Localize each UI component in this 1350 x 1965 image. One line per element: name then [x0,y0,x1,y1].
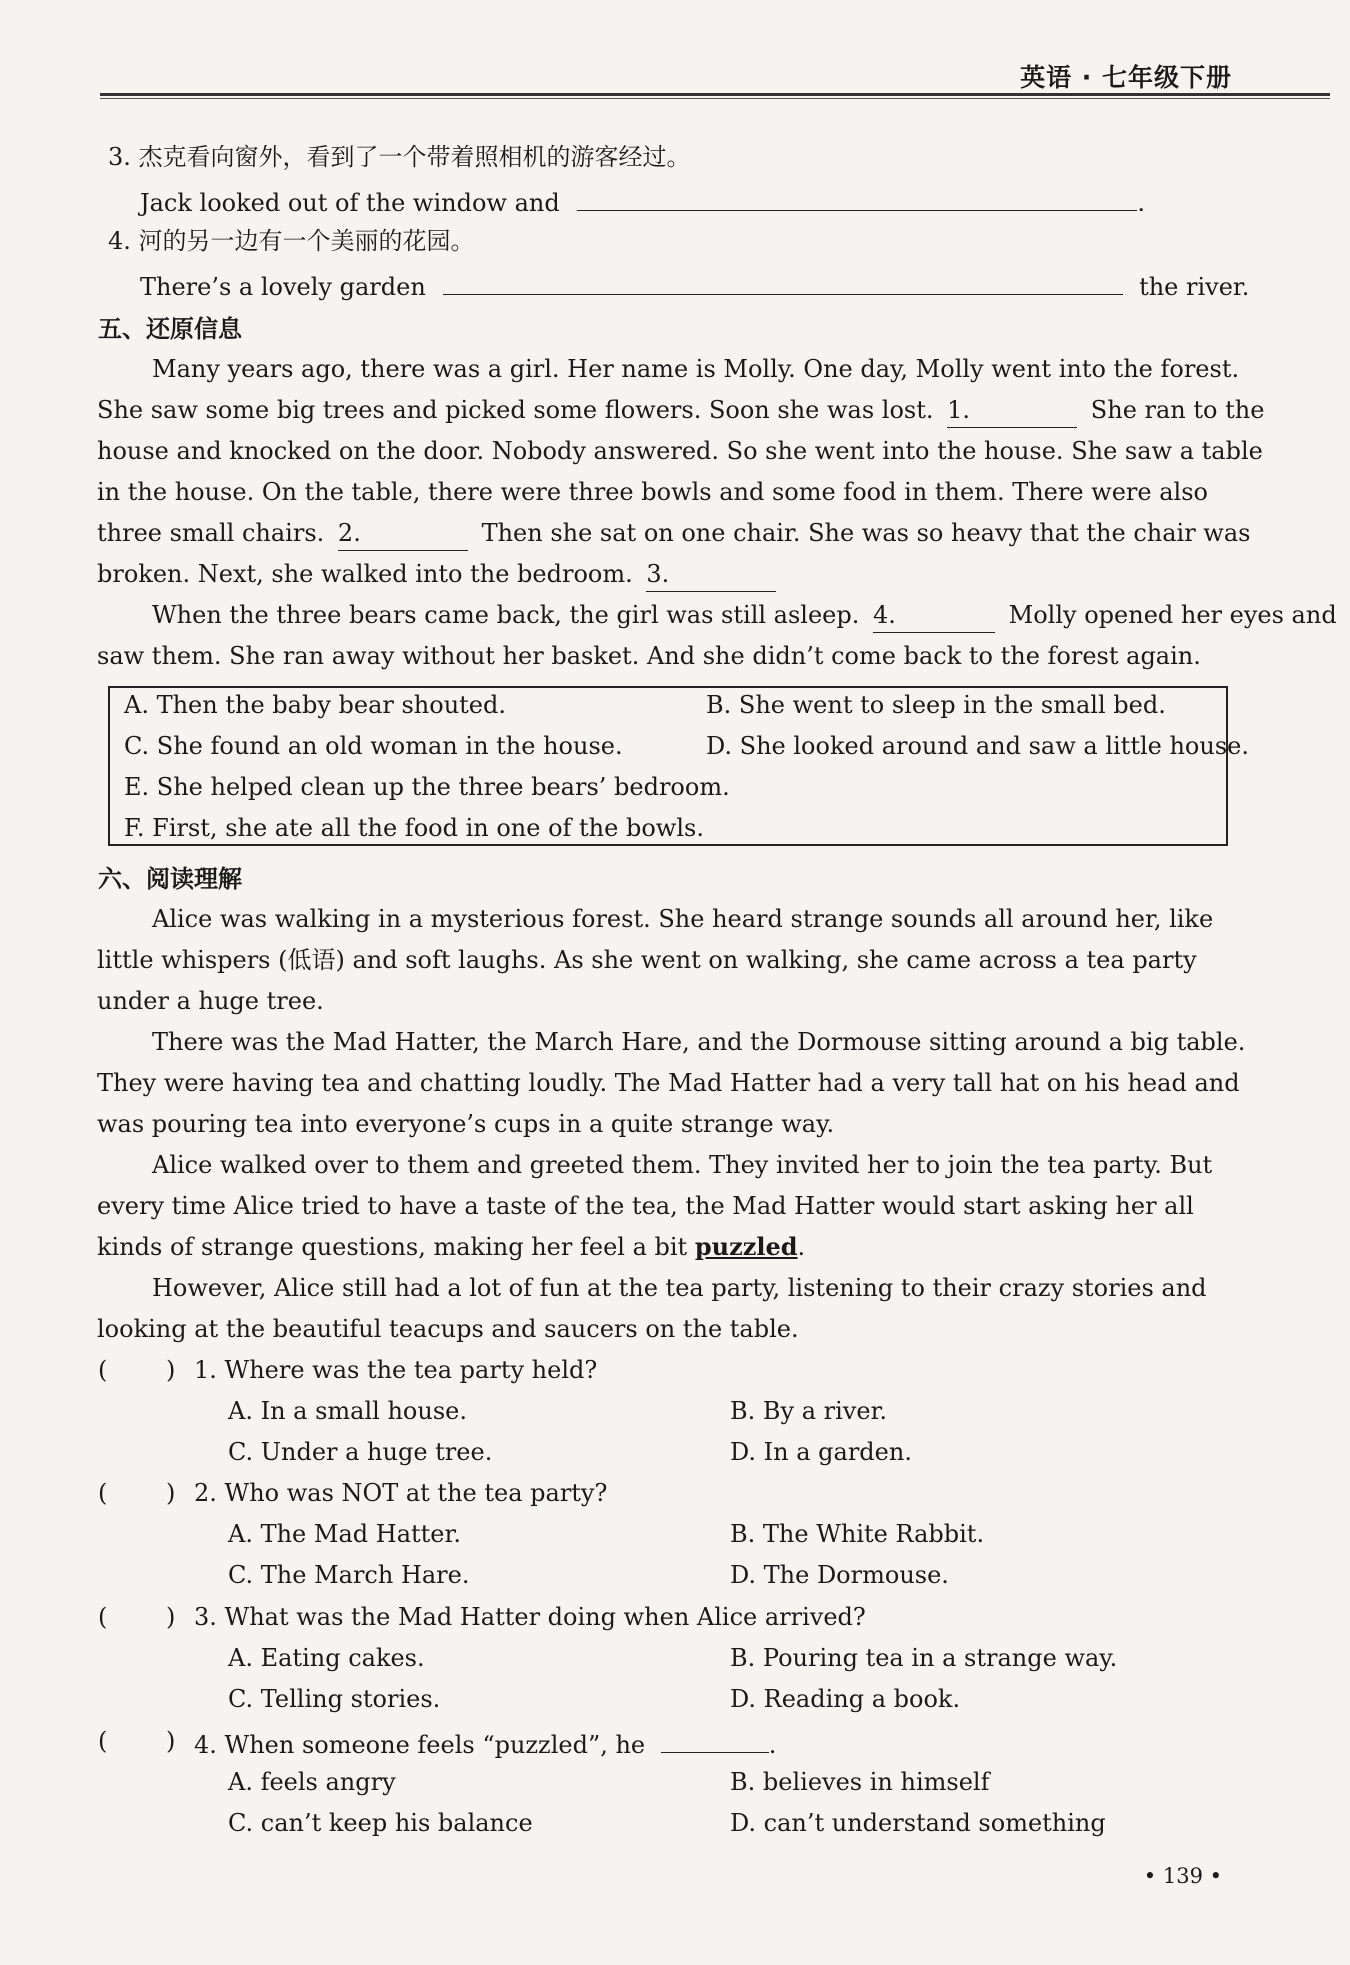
passage-line: looking at the beautiful teacups and saucers on the table. [97,1315,799,1343]
highlighted-word: puzzled [694,1232,798,1261]
passage-line: saw them. She ran away without her basket. And she didn’t come back to the forest again. [97,642,1201,670]
passage-line: every time Alice tried to have a taste of the tea, the Mad Hatter would start asking her all [97,1192,1194,1220]
question-text: 4. When someone feels “puzzled”, he [194,1731,646,1759]
option-c: C. She found an old woman in the house. [124,732,623,760]
answer-paren-close[interactable]: ) [166,1603,176,1631]
passage-line [97,1230,805,1264]
question-2: 2. Who was NOT at the tea party? [194,1479,608,1507]
cloze-blank-2[interactable] [338,516,468,551]
passage-line: was pouring tea into everyone’s cups in a quite strange way. [97,1110,835,1138]
passage-line: little whispers (低语) and soft laughs. As she went on walking, she came across a tea party [97,946,1197,974]
passage-line: house and knocked on the door. Nobody answered. So she went into the house. She saw a table [97,437,1263,465]
answer-paren-open: ( [98,1603,108,1631]
answer-paren-close[interactable]: ) [166,1479,176,1507]
option-e: E. She helped clean up the three bears’ bedroom. [124,773,730,801]
passage-line: Alice was walking in a mysterious forest. She heard strange sounds all around her, like [152,905,1214,933]
header-rule-thin [100,98,1330,99]
q1-option-b: B. By a river. [730,1397,888,1425]
passage-line: They were having tea and chatting loudly. The Mad Hatter had a very tall hat on his head and [97,1069,1240,1097]
passage-text: . [797,1233,806,1261]
passage-text: Molly opened her eyes and [1008,601,1337,629]
q3-option-c: C. Telling stories. [228,1685,441,1713]
translation-q3-chinese: 3. 杰克看向窗外，看到了一个带着照相机的游客经过。 [108,143,691,171]
q3-option-b: B. Pouring tea in a strange way. [730,1644,1118,1672]
translation-q3-english [140,182,1145,220]
question-1: 1. Where was the tea party held? [194,1356,598,1384]
q2-option-d: D. The Dormouse. [730,1561,949,1589]
answer-paren-open: ( [98,1727,108,1755]
section-heading: 六、阅读理解 [98,865,242,893]
passage-line [97,516,1250,551]
answer-paren-close[interactable]: ) [166,1356,176,1384]
question-4 [194,1724,776,1762]
q2-option-a: A. The Mad Hatter. [228,1520,461,1548]
passage-text: broken. Next, she walked into the bedroom. [97,560,633,588]
blank-number: 3. [646,560,670,588]
header-rule [100,93,1330,96]
cloze-blank-4[interactable] [873,598,995,633]
passage-line [97,393,1264,428]
q4-option-c: C. can’t keep his balance [228,1809,533,1837]
blank-number: 1. [947,396,971,424]
passage-line [97,557,776,592]
blank-number: 2. [337,519,361,547]
passage-line: Many years ago, there was a girl. Her name is Molly. One day, Molly went into the forest. [152,355,1240,383]
translation-q4-chinese: 4. 河的另一边有一个美丽的花园。 [108,227,475,255]
passage-text: She ran to the [1090,396,1265,424]
option-d: D. She looked around and saw a little house. [706,732,1249,760]
q3-option-a: A. Eating cakes. [228,1644,425,1672]
option-a: A. Then the baby bear shouted. [124,691,506,719]
passage-line: Alice walked over to them and greeted them. They invited her to join the tea party. But [152,1151,1213,1179]
question-end: . [768,1731,777,1759]
passage-text: Then she sat on one chair. She was so heavy that the chair was [481,519,1251,547]
answer-blank[interactable] [661,1724,769,1753]
passage-line: in the house. On the table, there were three bowls and some food in them. There were also [97,478,1208,506]
passage-text: kinds of strange questions, making her feel a bit [97,1233,688,1261]
q1-option-d: D. In a garden. [730,1438,912,1466]
translation-q4-prompt: There’s a lovely garden [140,273,426,301]
blank-number: 4. [873,601,896,629]
q4-option-a: A. feels angry [228,1768,396,1796]
answer-paren-open: ( [98,1479,108,1507]
cloze-blank-3[interactable] [646,557,776,592]
book-title: 英语 · 七年级下册 [1020,63,1232,92]
passage-text: When the three bears came back, the girl was still asleep. [152,601,860,629]
q1-option-a: A. In a small house. [228,1397,467,1425]
q2-option-c: C. The March Hare. [228,1561,470,1589]
translation-q3-end: . [1137,189,1145,217]
passage-text: three small chairs. [97,519,325,547]
passage-line [152,598,1337,633]
option-f: F. First, she ate all the food in one of the bowls. [124,814,704,842]
answer-blank[interactable] [577,182,1137,211]
translation-q4-end: the river. [1139,273,1250,301]
q3-option-d: D. Reading a book. [730,1685,961,1713]
question-3: 3. What was the Mad Hatter doing when Alice arrived? [194,1603,866,1631]
translation-q4-english [140,266,1249,304]
cloze-blank-1[interactable] [947,393,1077,428]
passage-line: under a huge tree. [97,987,324,1015]
q4-option-d: D. can’t understand something [730,1809,1106,1837]
q4-option-b: B. believes in himself [730,1768,990,1796]
passage-text: She saw some big trees and picked some flowers. Soon she was lost. [97,396,934,424]
page-number: • 139 • [1143,1864,1222,1888]
q2-option-b: B. The White Rabbit. [730,1520,985,1548]
section-heading: 五、还原信息 [98,315,242,343]
answer-blank[interactable] [443,266,1123,295]
answer-paren-open: ( [98,1356,108,1384]
option-b: B. She went to sleep in the small bed. [706,691,1166,719]
passage-line: There was the Mad Hatter, the March Hare, and the Dormouse sitting around a big table. [152,1028,1246,1056]
translation-q3-prompt: Jack looked out of the window and [140,189,560,217]
answer-paren-close[interactable]: ) [166,1727,176,1755]
q1-option-c: C. Under a huge tree. [228,1438,493,1466]
passage-line: However, Alice still had a lot of fun at the tea party, listening to their crazy stories and [152,1274,1207,1302]
